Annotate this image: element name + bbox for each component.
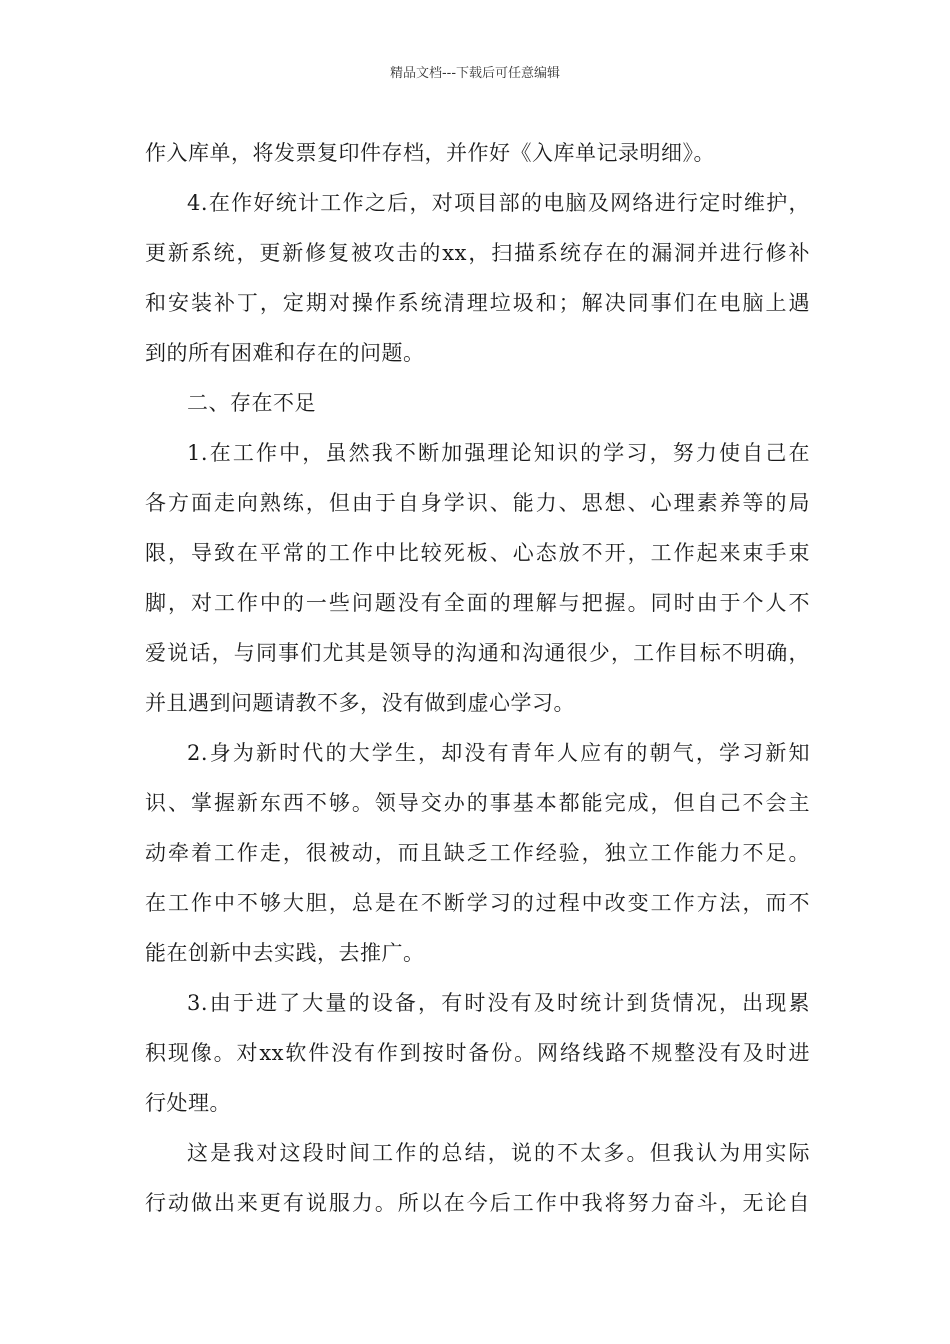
text-line: 到的所有困难和存在的问题。 <box>145 341 425 365</box>
text-line: 1.在工作中，虽然我不断加强理论知识的学习，努力使自己在 <box>187 441 810 465</box>
text-line: 积现像。对xx软件没有作到按时备份。网络线路不规整没有及时进 <box>145 1041 810 1065</box>
text-line: 更新系统，更新修复被攻击的xx，扫描系统存在的漏洞并进行修补 <box>145 241 810 265</box>
text-line: 3.由于进了大量的设备，有时没有及时统计到货情况，出现累 <box>187 991 810 1015</box>
text-line: 2.身为新时代的大学生，却没有青年人应有的朝气，学习新知 <box>187 741 810 765</box>
text-line: 各方面走向熟练，但由于自身学识、能力、思想、心理素养等的局 <box>145 491 810 515</box>
text-line: 限，导致在平常的工作中比较死板、心态放不开，工作起来束手束 <box>145 541 810 565</box>
text-line: 和安装补丁，定期对操作系统清理垃圾和；解决同事们在电脑上遇 <box>145 291 810 315</box>
text-line: 在工作中不够大胆，总是在不断学习的过程中改变工作方法，而不 <box>145 891 810 915</box>
text-line: 动牵着工作走，很被动，而且缺乏工作经验，独立工作能力不足。 <box>145 841 810 865</box>
text-line: 能在创新中去实践，去推广。 <box>145 941 425 965</box>
text-line: 二、存在不足 <box>187 391 316 415</box>
text-line: 识、掌握新东西不够。领导交办的事基本都能完成，但自己不会主 <box>145 791 810 815</box>
document-body <box>145 128 810 1228</box>
page-header-watermark: 精品文档---下载后可任意编辑 <box>389 66 561 81</box>
text-line: 4.在作好统计工作之后，对项目部的电脑及网络进行定时维护， <box>187 191 810 215</box>
text-line: 脚，对工作中的一些问题没有全面的理解与把握。同时由于个人不 <box>145 591 810 615</box>
text-line: 这是我对这段时间工作的总结，说的不太多。但我认为用实际 <box>187 1141 810 1165</box>
text-line: 行处理。 <box>145 1091 231 1115</box>
text-line: 作入库单，将发票复印件存档，并作好《入库单记录明细》。 <box>145 141 715 165</box>
text-line: 并且遇到问题请教不多，没有做到虚心学习。 <box>145 691 575 715</box>
text-line: 行动做出来更有说服力。所以在今后工作中我将努力奋斗，无论自 <box>145 1191 810 1215</box>
text-line: 爱说话，与同事们尤其是领导的沟通和沟通很少，工作目标不明确， <box>145 641 810 665</box>
